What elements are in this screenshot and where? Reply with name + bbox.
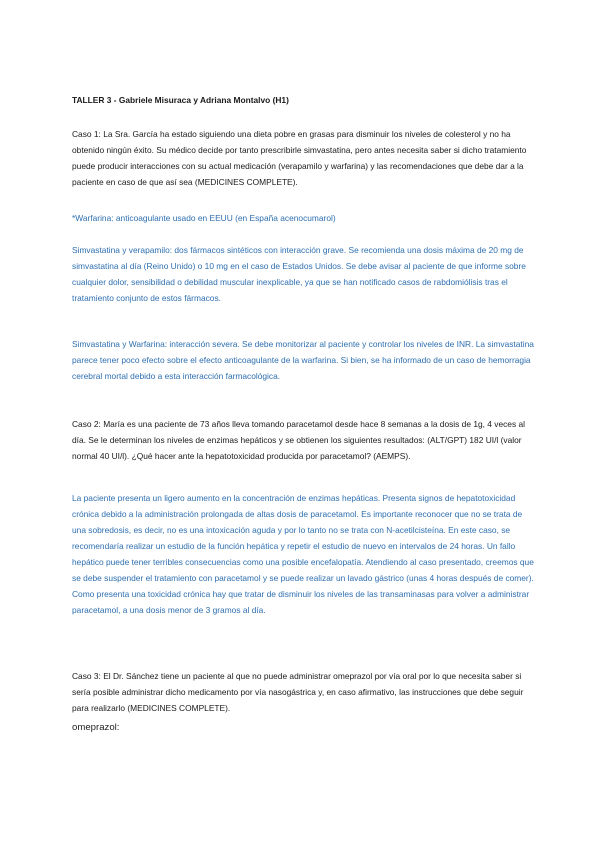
case1-answer-verapamilo: Simvastatina y verapamilo: dos fármacos sintéticos con interacción grave. Se recomienda una dosis máxima de 20 mg de simvastatina al día (Reino Unido) o 10 mg en el caso de Estados Unidos. Se debe avisar al paciente de que informe sobre cualquier dolor, sensibilidad o debilidad muscular inexplicable, ya que se han notificado casos de rabdomiólisis tras el tratamiento conjunto de estos fármacos.	[72, 245, 526, 303]
case2-question: Caso 2: María es una paciente de 73 años lleva tomando paracetamol desde hace 8 semanas a la dosis de 1g, 4 veces al día. Se le determinan los niveles de enzimas hepáticos y se obtienen los siguientes resultados: (ALT/GPT) 182 UI/l (valor normal 40 UI/l). ¿Qué hacer ante la hepatotoxicidad producida por paracetamol? (AEMPS).	[72, 419, 525, 461]
case1-question: Caso 1: La Sra. García ha estado siguiendo una dieta pobre en grasas para disminuir los niveles de colesterol y no ha obtenido ningún éxito. Su médico decide por tanto prescribirle simvastatina, pero antes necesita saber si dicho tratamiento puede producir interacciones con su actual medicación (verapamilo y warfarina) y las recomendaciones que debe dar a la paciente en caso de que así sea (MEDICINES COMPLETE).	[72, 129, 527, 187]
case2-answer: La paciente presenta un ligero aumento en la concentración de enzimas hepáticas. Presenta signos de hepatotoxicidad crónica debido a la administración prolongada de altas dosis de paracetamol. Es importante reconocer que no se trata de una sobredosis, es decir, no es una intoxicación aguda y por lo tanto no se trata con N-acetilcisteína. En este caso, se recomendaría realizar un estudio de la función hepática y repetir el estudio de nuevo en intervalos de 24 horas. Un fallo hepático puede tener terribles consecuencias como una posible encefalopatía. Atendiendo al caso presentado, creemos que se debe suspender el tratamiento con paracetamol y se puede realizar un lavado gástrico (unas 4 horas después de comer). Como presenta una toxicidad crónica hay que tratar de disminuir los niveles de las transaminasas para volver a administrar paracetamol, a una dosis menor de 3 gramos al día.	[72, 493, 534, 615]
case1-note: *Warfarina: anticoagulante usado en EEUU (en España acenocumarol)	[72, 213, 336, 223]
case3-question: Caso 3: El Dr. Sánchez tiene un paciente al que no puede administrar omeprazol por vía oral por lo que necesita saber si sería posible administrar dicho medicamento por vía nasogástrica y, en caso afirmativo, las instrucciones que debe seguir para realizarlo (MEDICINES COMPLETE).	[72, 671, 524, 713]
case1-answer-warfarina: Simvastatina y Warfarina: interacción severa. Se debe monitorizar al paciente y controlar los niveles de INR. La simvastatina parece tener poco efecto sobre el efecto anticoagulante de la warfarina. Si bien, se ha informado de un caso de hemorragia cerebral mortal debido a esta interacción farmacológica.	[72, 339, 534, 381]
omeprazol-label: omeprazol:	[72, 722, 120, 733]
document-title: TALLER 3 - Gabriele Misuraca y Adriana Montalvo (H1)	[72, 95, 289, 105]
